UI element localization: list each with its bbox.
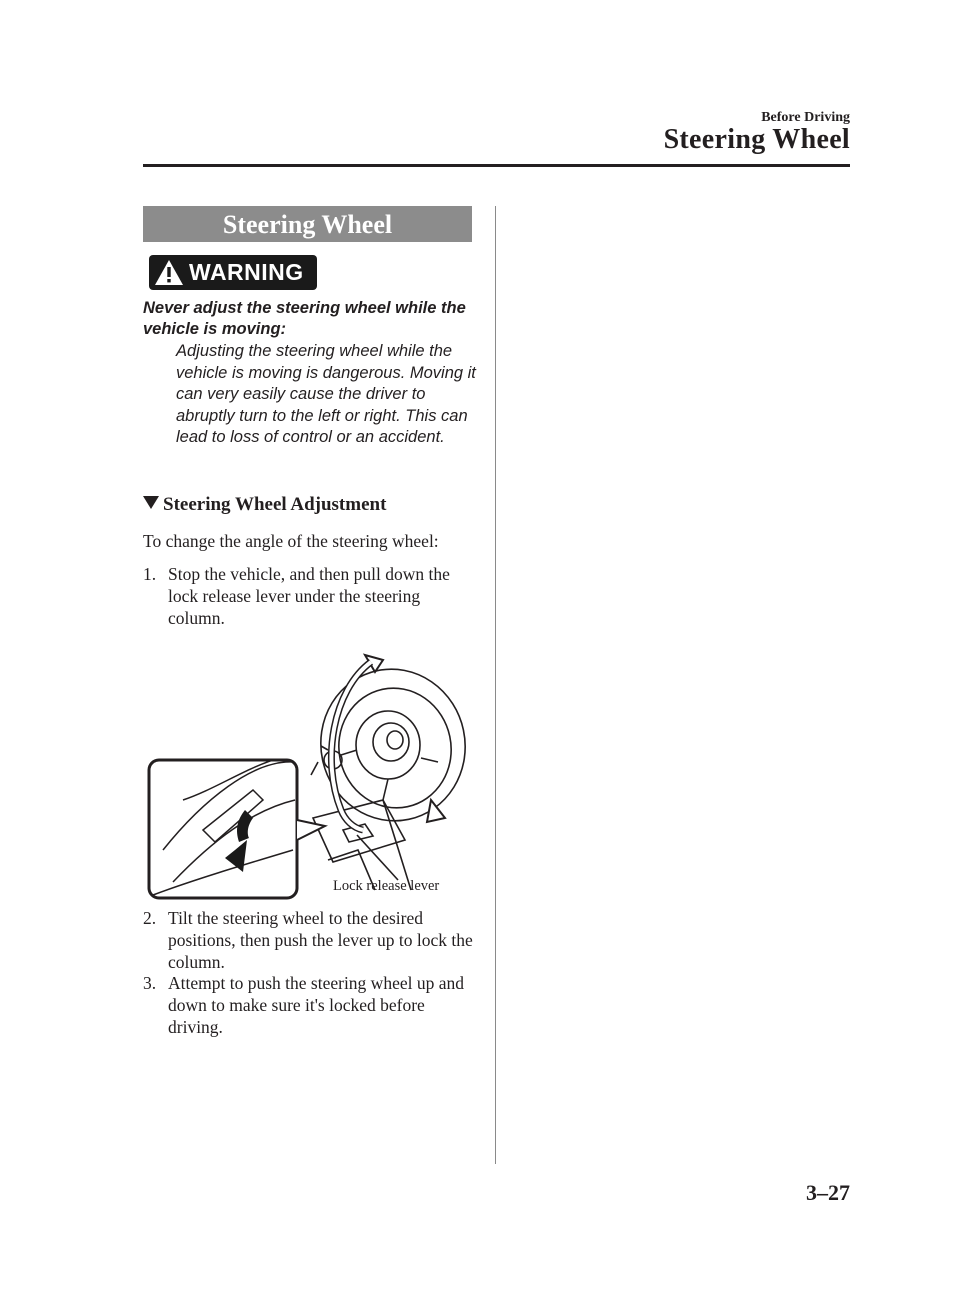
illustration-label: Lock release lever: [333, 878, 440, 894]
step-text: Stop the vehicle, and then pull down the lock release lever under the steering column.: [168, 564, 450, 628]
step-text: Attempt to push the steering wheel up and down to make sure it's locked before driving.: [168, 973, 464, 1037]
subsection-heading-text: Steering Wheel Adjustment: [163, 494, 387, 515]
warning-badge: [149, 255, 317, 290]
warning-label: WARNING: [189, 259, 304, 285]
step-2: [143, 907, 478, 973]
steering-wheel-illustration: [143, 650, 473, 905]
warning-triangle-icon: [154, 259, 184, 286]
warning-body: Adjusting the steering wheel while the vehicle is moving is dangerous. Moving it can very easily cause the driver to abruptly turn to the left or right. This can lead to loss of control or an accident.: [176, 342, 476, 446]
step-3: [143, 972, 478, 1038]
step-text: Tilt the steering wheel to the desired positions, then push the lever up to lock the column.: [168, 908, 473, 972]
intro-text: To change the angle of the steering wheel:: [143, 531, 439, 551]
section-title: Steering Wheel: [663, 124, 850, 155]
step-number: 1.: [143, 564, 157, 584]
subsection-heading: [143, 494, 386, 516]
page-number: 3–27: [806, 1180, 850, 1205]
step-1: [143, 563, 478, 629]
warning-heading: Never adjust the steering wheel while the vehicle is moving:: [143, 299, 466, 338]
step-number: 2.: [143, 908, 157, 928]
column-divider: [495, 206, 496, 1164]
section-label: Before Driving: [761, 110, 850, 125]
page-title-bar: Steering Wheel: [143, 206, 472, 242]
header-rule: [143, 164, 850, 167]
triangle-bullet-icon: [143, 496, 159, 509]
step-number: 3.: [143, 973, 157, 993]
